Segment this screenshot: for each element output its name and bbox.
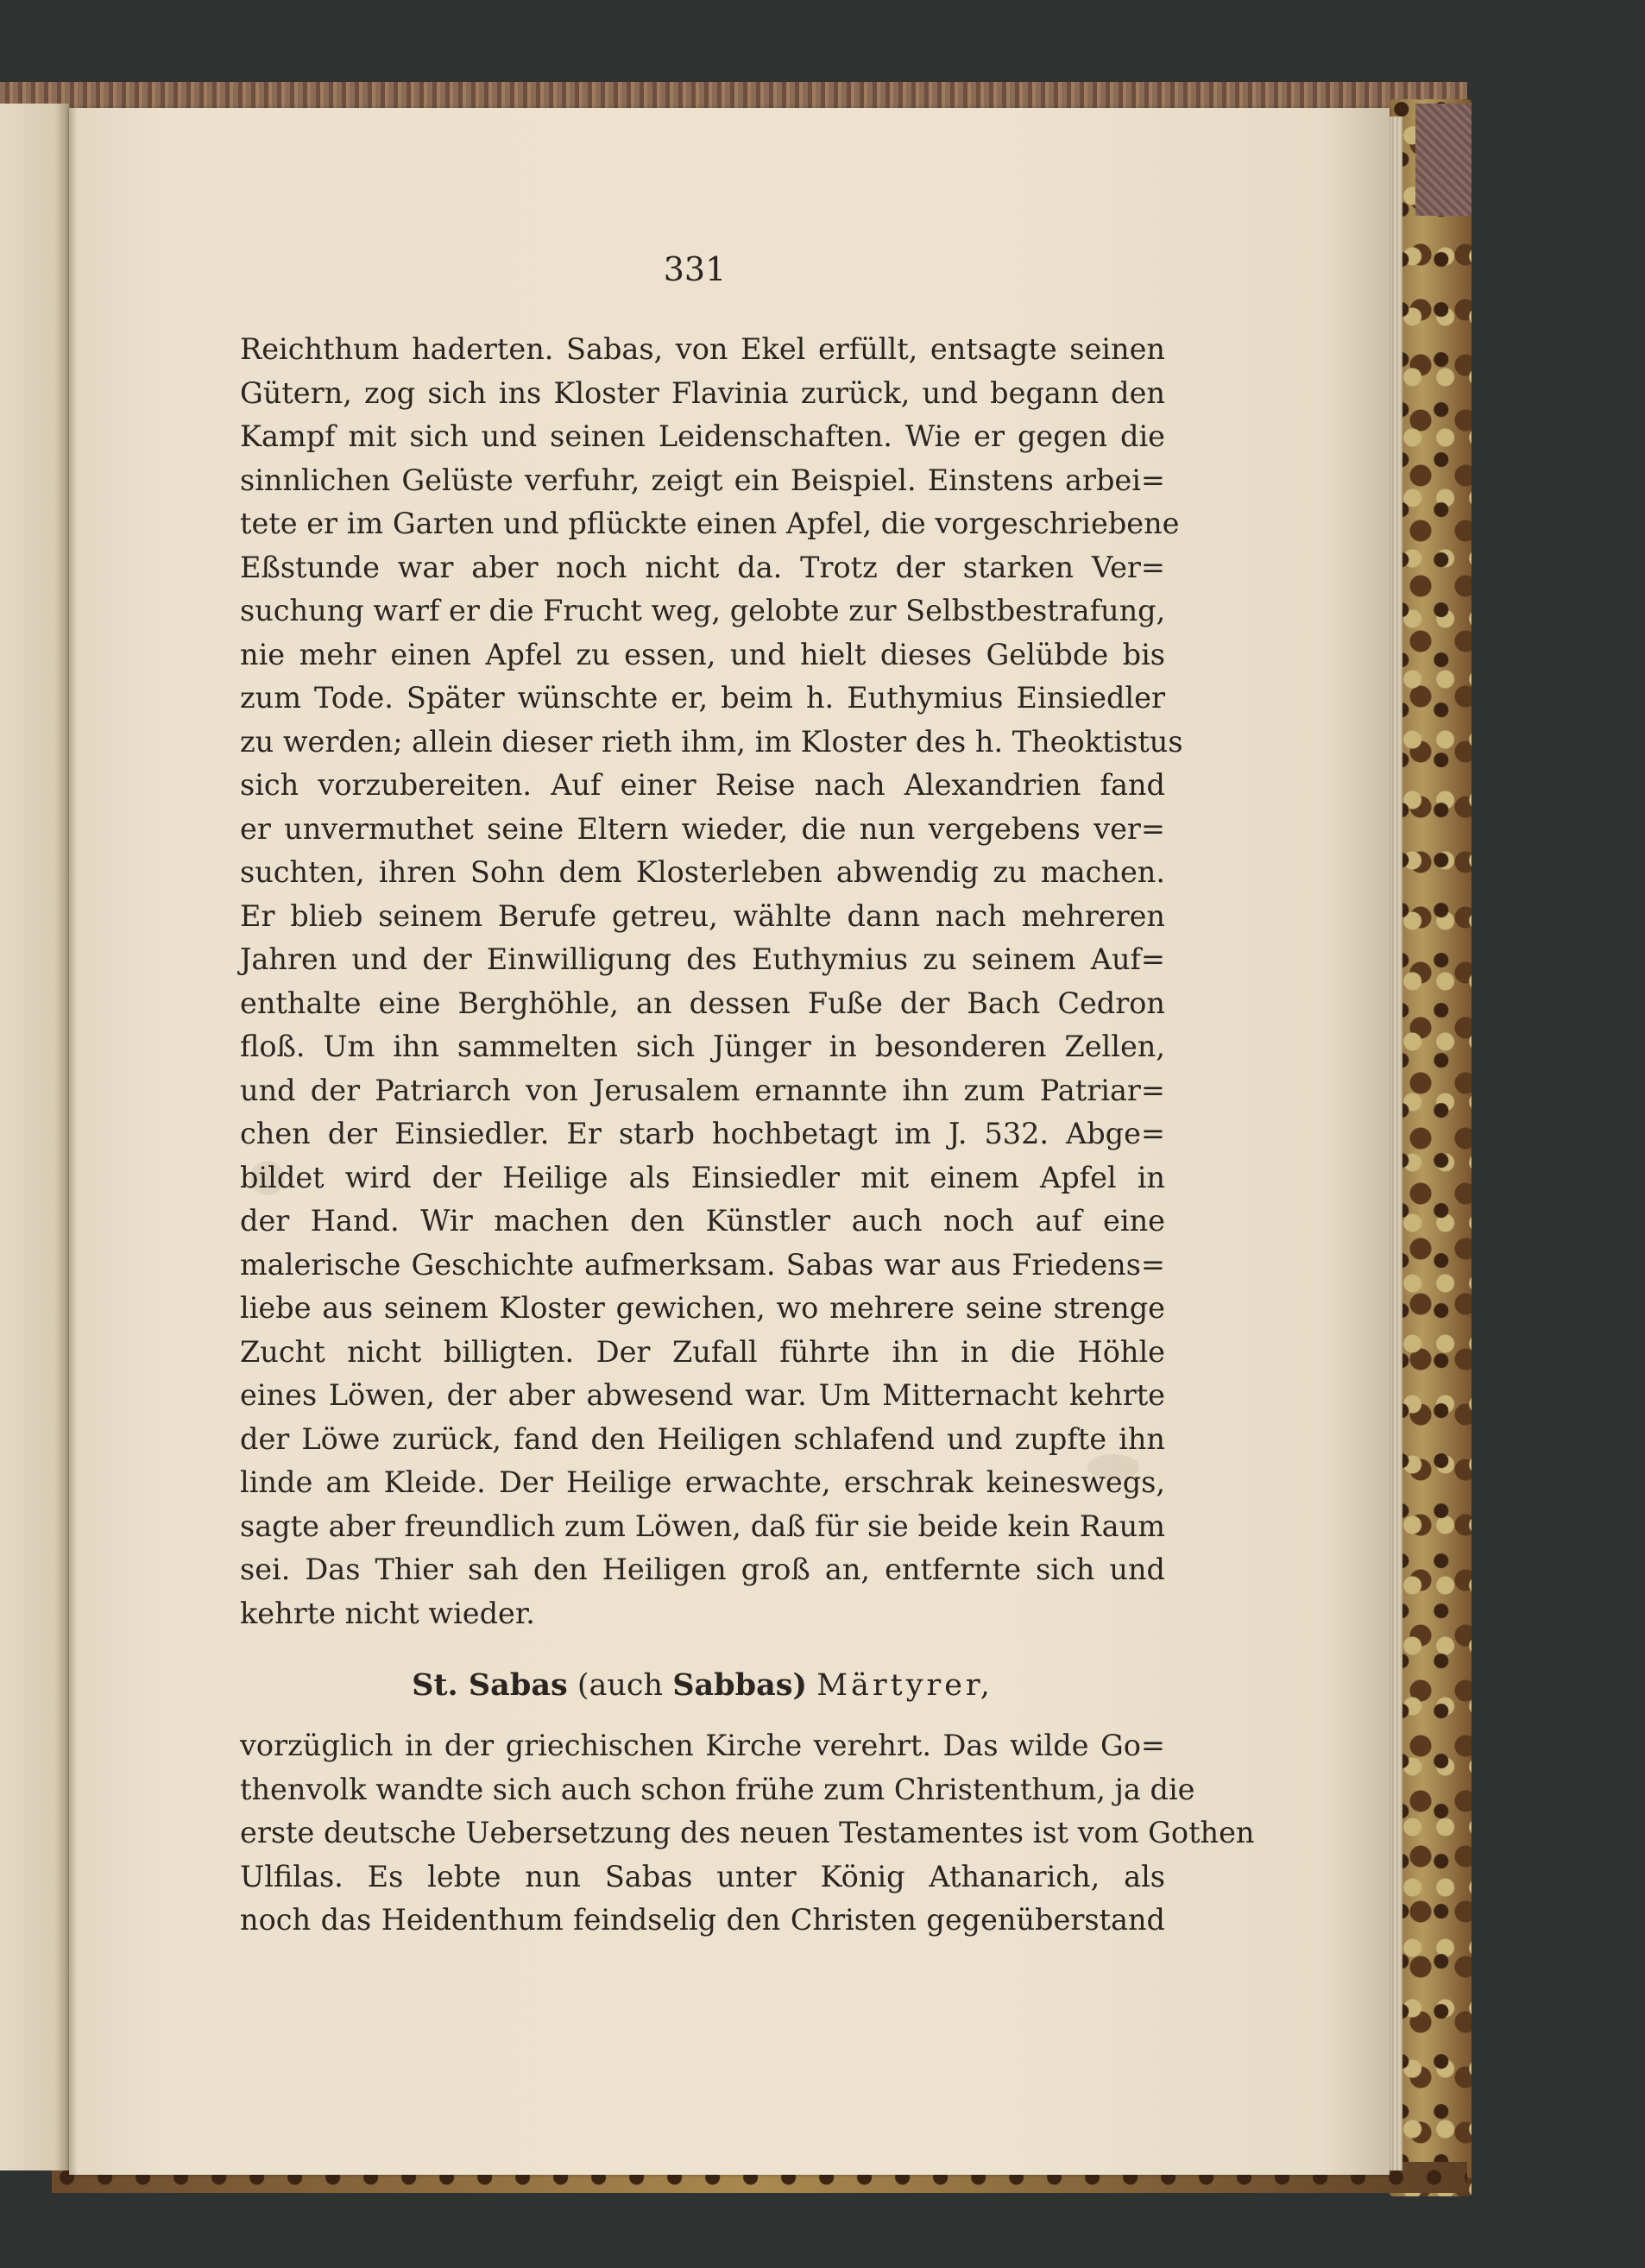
text-line: sagte aber freundlich zum Löwen, daß für sie beide kein Raum: [240, 1509, 1165, 1543]
text-line: noch das Heidenthum feindselig den Christen gegenüberstand: [240, 1903, 1165, 1937]
text-line: Zucht nicht billigten. Der Zufall führte ihn in die Höhle: [240, 1334, 1165, 1369]
text-line: nie mehr einen Apfel zu essen, und hielt dieses Gelübde bis: [240, 637, 1165, 671]
text-line: suchten, ihren Sohn dem Klosterleben abwendig zu machen.: [240, 855, 1165, 889]
paragraph-1: [240, 328, 1183, 1635]
text-line: zum Tode. Später wünschte er, beim h. Euthymius Einsiedler: [240, 681, 1165, 715]
heading-martyr: Märtyrer,: [816, 1668, 993, 1703]
text-line: erste deutsche Uebersetzung des neuen Testamentes ist vom Gothen: [240, 1816, 1255, 1849]
left-page-sliver: [0, 104, 69, 2170]
text-line: Kampf mit sich und seinen Leidenschaften. Wie er gegen die: [240, 419, 1165, 453]
text-line: er unvermuthet seine Eltern wieder, die nun vergebens ver=: [240, 811, 1165, 846]
text-line: Er blieb seinem Berufe getreu, wählte dann nach mehreren: [240, 898, 1165, 933]
text-line: Jahren und der Einwilligung des Euthymius zu seinem Auf=: [240, 942, 1165, 976]
text-line: tete er im Garten und pflückte einen Apfel, die vorgeschriebene: [240, 507, 1180, 540]
text-line: chen der Einsiedler. Er starb hochbetagt im J. 532. Abge=: [240, 1117, 1165, 1150]
text-line: linde am Kleide. Der Heilige erwachte, erschrak keineswegs,: [240, 1465, 1165, 1499]
text-line: Gütern, zog sich ins Kloster Flavinia zurück, und begann den: [240, 375, 1165, 410]
page-body-text: [240, 328, 1255, 1943]
heading-aside: (auch: [577, 1668, 664, 1703]
text-line: sich vorzubereiten. Auf einer Reise nach Alexandrien fand: [240, 768, 1165, 802]
text-line: Ulfilas. Es lebte nun Sabas unter König Athanarich, als: [240, 1859, 1165, 1893]
text-line: sei. Das Thier sah den Heiligen groß an, entfernte sich und: [240, 1553, 1165, 1586]
text-line: malerische Geschichte aufmerksam. Sabas war aus Friedens=: [240, 1247, 1165, 1282]
text-line: Reichthum haderten. Sabas, von Ekel erfüllt, entsagte seinen: [240, 332, 1165, 366]
text-line: Eßstunde war aber noch nicht da. Trotz der starken Ver=: [240, 550, 1165, 584]
book-cover-cloth-corner: [1415, 104, 1472, 216]
text-line: sinnlichen Gelüste verfuhr, zeigt ein Beispiel. Einstens arbei=: [240, 463, 1165, 497]
text-line: der Löwe zurück, fand den Heiligen schlafend und zupfte ihn: [240, 1421, 1165, 1456]
text-line: und der Patriarch von Jerusalem ernannte ihn zum Patriar=: [240, 1073, 1165, 1107]
text-line: floß. Um ihn sammelten sich Jünger in besonderen Zellen,: [240, 1030, 1165, 1063]
text-line: zu werden; allein dieser rieth ihm, im Kloster des h. Theoktistus: [240, 724, 1183, 759]
page-number-text: 331: [663, 250, 727, 288]
text-line: bildet wird der Heilige als Einsiedler mit einem Apfel in: [240, 1160, 1165, 1194]
heading-saint-alt-name: Sabbas): [672, 1667, 808, 1703]
paragraph-2: [240, 1724, 1255, 1943]
text-line: suchung warf er die Frucht weg, gelobte zur Selbstbestrafung,: [240, 594, 1166, 627]
text-line: vorzüglich in der griechischen Kirche verehrt. Das wilde Go=: [240, 1729, 1165, 1762]
text-line: eines Löwen, der aber abwesend war. Um Mitternacht kehrte: [240, 1378, 1165, 1412]
heading-saint-name: St. Sabas: [412, 1667, 568, 1703]
section-heading: [240, 1661, 1165, 1709]
text-line: enthalte eine Berghöhle, an dessen Fuße der Bach Cedron: [240, 986, 1165, 1020]
text-line: der Hand. Wir machen den Künstler auch noch auf eine: [240, 1204, 1165, 1238]
text-line: kehrte nicht wieder.: [240, 1596, 535, 1630]
text-line: thenvolk wandte sich auch schon frühe zum Christenthum, ja die: [240, 1772, 1195, 1806]
text-line: liebe aus seinem Kloster gewichen, wo mehrere seine strenge: [240, 1291, 1165, 1325]
page-number: [0, 250, 1390, 288]
